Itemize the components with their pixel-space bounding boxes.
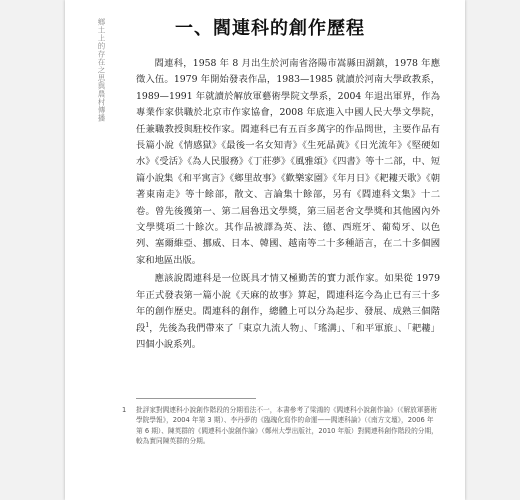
paragraph-text: 應該說閻連科是一位既具才情又極勤苦的實力派作家。如果從 1979 年正式發表第一篇小說《天麻的故事》算起，閻連科迄今為止已有三十多年的創作歷史。閻連科的創作，總體上可以分為起步、發展、成熟三個階段 bbox=[136, 273, 440, 334]
paragraph: 閻連科，1958 年 8 月出生於河南省洛陽市嵩縣田湖鎮，1978 年應徵入伍。1979 年開始發表作品，1983—1985 就讀於河南大學政教系，1989—1991 年就讀於解放軍藝術學院文學系，2004 年退出軍界，作為專業作家供職於北京市作家協會，2008 年底進入中國人民大學文學院，任兼職教授與駐校作家。閻連科已有五百多萬字的作品問世，主要作品有長篇小說《情感獄》《最後一名女知青》《生死晶黃》《日光流年》《堅硬如水》《受活》《為人民服務》《丁莊夢》《風雅頌》《四書》等十二部，中、短篇小說集《和平寓言》《鄉里故事》《歡樂家園》《年月日》《耙耬天歌》《朝著東南走》等十餘部，散文、言論集十餘部，另有《閻連科文集》十二卷。曾先後獲第一、第二屆魯迅文學獎，第三屆老舍文學獎和其他國內外文學獎項二十餘次。其作品被譯為英、法、德、西班牙、葡萄牙、以色列、塞爾維亞、挪威、日本、韓國、越南等二十多種語言，在二十多個國家和地區出版。 bbox=[136, 58, 440, 266]
paragraph bbox=[136, 271, 440, 353]
footnote-number: 1 bbox=[122, 406, 127, 414]
footnote-text: 批評家對閻連科小說創作階段的分期看法不一，本書參考了梁鴻的《閻連科小說創作論》（《解放軍藝術學院學報》，2004 年第 3 期）、李丹夢的《臨瑰化寫作的命運——閻連科論》（《南方文壇》，2006 年第 6 期）、陳英群的《閻連科小說創作論》（鄭州大學出版社，2010 年版）對閻連科創作階段的分期，較為實同陳英群的分期。 bbox=[136, 406, 438, 446]
running-header: 鄉土上的存在之思與農村傳播 bbox=[97, 18, 106, 122]
footnote-reference[interactable]: 1 bbox=[145, 321, 150, 329]
body-text bbox=[136, 56, 440, 355]
footnote-divider bbox=[136, 398, 256, 399]
chapter-title: 一、閻連科的創作歷程 bbox=[175, 18, 365, 39]
paragraph-text: ，先後為我們帶來了「東京九流人物」、「瑤溝」、「和平軍旅」、「耙耬」四個小說系列。 bbox=[136, 322, 440, 350]
footnote bbox=[122, 405, 440, 447]
